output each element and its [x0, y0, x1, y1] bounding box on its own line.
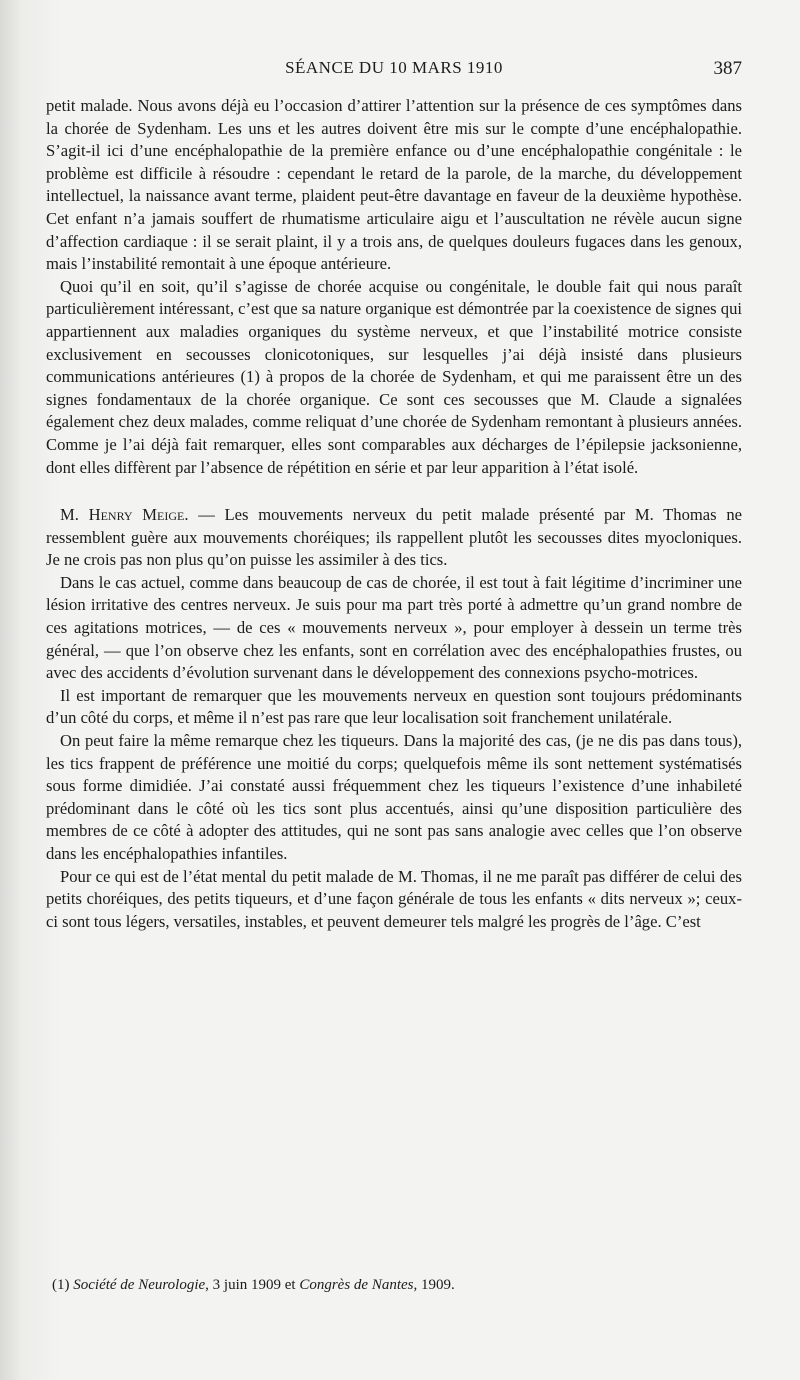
footnote-end: , 1909. — [413, 1277, 455, 1293]
body-text — [46, 95, 742, 933]
footnote — [52, 1275, 742, 1295]
page-header — [46, 58, 742, 86]
paragraph-4: Dans le cas actuel, comme dans beaucoup de cas de chorée, il est tout à fait légitime d’incriminer une lésion irritative des centres nerveux. Je suis pour ma part très porté à admettre qu’un grand nombre de ces agitations motrices, — de ces « mouvements nerveux », pour employer à dessein un terme très général, — que l’on observe chez les enfants, sont en corrélation avec des encéphalopathies frustes, ou avec des accidents d’évolution survenant dans le développement des connexions psycho-motrices. — [46, 572, 742, 683]
footnote-source-1: Société de Neurologie — [73, 1277, 206, 1293]
speaker-name: M. Henry Meige. — [60, 505, 189, 525]
paragraph-7: Pour ce qui est de l’état mental du petit malade de M. Thomas, il ne me paraît pas différer de celui des petits choréiques, des petits tiqueurs, et d’une façon générale de tous les enfants « dits nerveux »; ceux-ci sont tous légers, versatiles, instables, et peuvent demeurer tels malgré les progrès de l’âge. C’est — [46, 866, 742, 931]
paragraph-2: Quoi qu’il en soit, qu’il s’agisse de chorée acquise ou congénitale, le double fait qui nous paraît particulièrement intéressant, c’est que sa nature organique est démontrée par la coexistence de signes qui appartiennent aux maladies organiques du système nerveux, et que l’instabilité motrice consiste exclusivement en secousses clonicotoniques, sur lesquelles j’ai déjà insisté dans plusieurs communications antérieures (1) à propos de la chorée de Sydenham, et qui me paraissent être un des signes fondamentaux de la chorée organique. Ce sont ces secousses que M. Claude a signalées également chez deux malades, comme reliquat d’une chorée de Sydenham remontant à plusieurs années. Comme je l’ai déjà fait remarquer, elles sont comparables aux décharges de l’épilepsie jacksonienne, dont elles diffèrent par l’absence de répétition en série et par leur apparition à l’état isolé. — [46, 276, 742, 477]
page-number: 387 — [713, 58, 742, 79]
meige-intervention-text: — Les mouvements nerveux du petit malade présenté par M. Thomas ne ressemblent guère aux mouvements choréiques; ils rappellent plutôt les secousses dites myocloniques. Je ne crois pas non plus qu’on puisse les assimiler à des tics. — [46, 505, 742, 570]
paragraph-1: petit malade. Nous avons déjà eu l’occasion d’attirer l’attention sur la présence de ces symptômes dans la chorée de Sydenham. Les uns et les autres doivent être mis sur le compte d’une encéphalopathie. S’agit-il ici d’une encéphalopathie de la première enfance ou d’une encéphalopathie congénitale : le problème est difficile à résoudre : cependant le retard de la parole, de la marche, du développement intellectuel, la naissance avant terme, plaident peut-être davantage en faveur de la deuxième hypothèse. Cet enfant n’a jamais souffert de rhumatisme articulaire aigu et l’auscultation ne révèle aucun signe d’affection cardiaque : il se serait plaint, il y a trois ans, de quelques douleurs fugaces dans les genoux, mais l’instabilité remontait à une époque antérieure. — [46, 96, 742, 274]
paragraph-5: Il est important de remarquer que les mouvements nerveux en question sont toujours prédominants d’un côté du corps, et même il n’est pas rare que leur localisation soit franchement unilatérale. — [46, 685, 742, 728]
running-title: SÉANCE DU 10 MARS 1910 — [285, 58, 503, 77]
footnote-marker: (1) — [52, 1277, 70, 1293]
meige-intervention-paragraph — [46, 504, 742, 572]
footnote-source-2: Congrès de Nantes — [299, 1277, 414, 1293]
footnote-middle: , 3 juin 1909 et — [205, 1277, 300, 1293]
paragraph-6: On peut faire la même remarque chez les tiqueurs. Dans la majorité des cas, (je ne dis pas dans tous), les tics frappent de préférence une moitié du corps; quelquefois même ils sont nettement systématisés sous forme dimidiée. J’ai constaté aussi fréquemment chez les tiqueurs l’existence d’une inhabileté prédominant dans le côté où les tics sont plus accentués, ainsi qu’une disposition particulière des membres de ce côté à adopter des attitudes, qui ne sont pas sans analogie avec celles que l’on observe dans les encéphalopathies infantiles. — [46, 731, 742, 863]
